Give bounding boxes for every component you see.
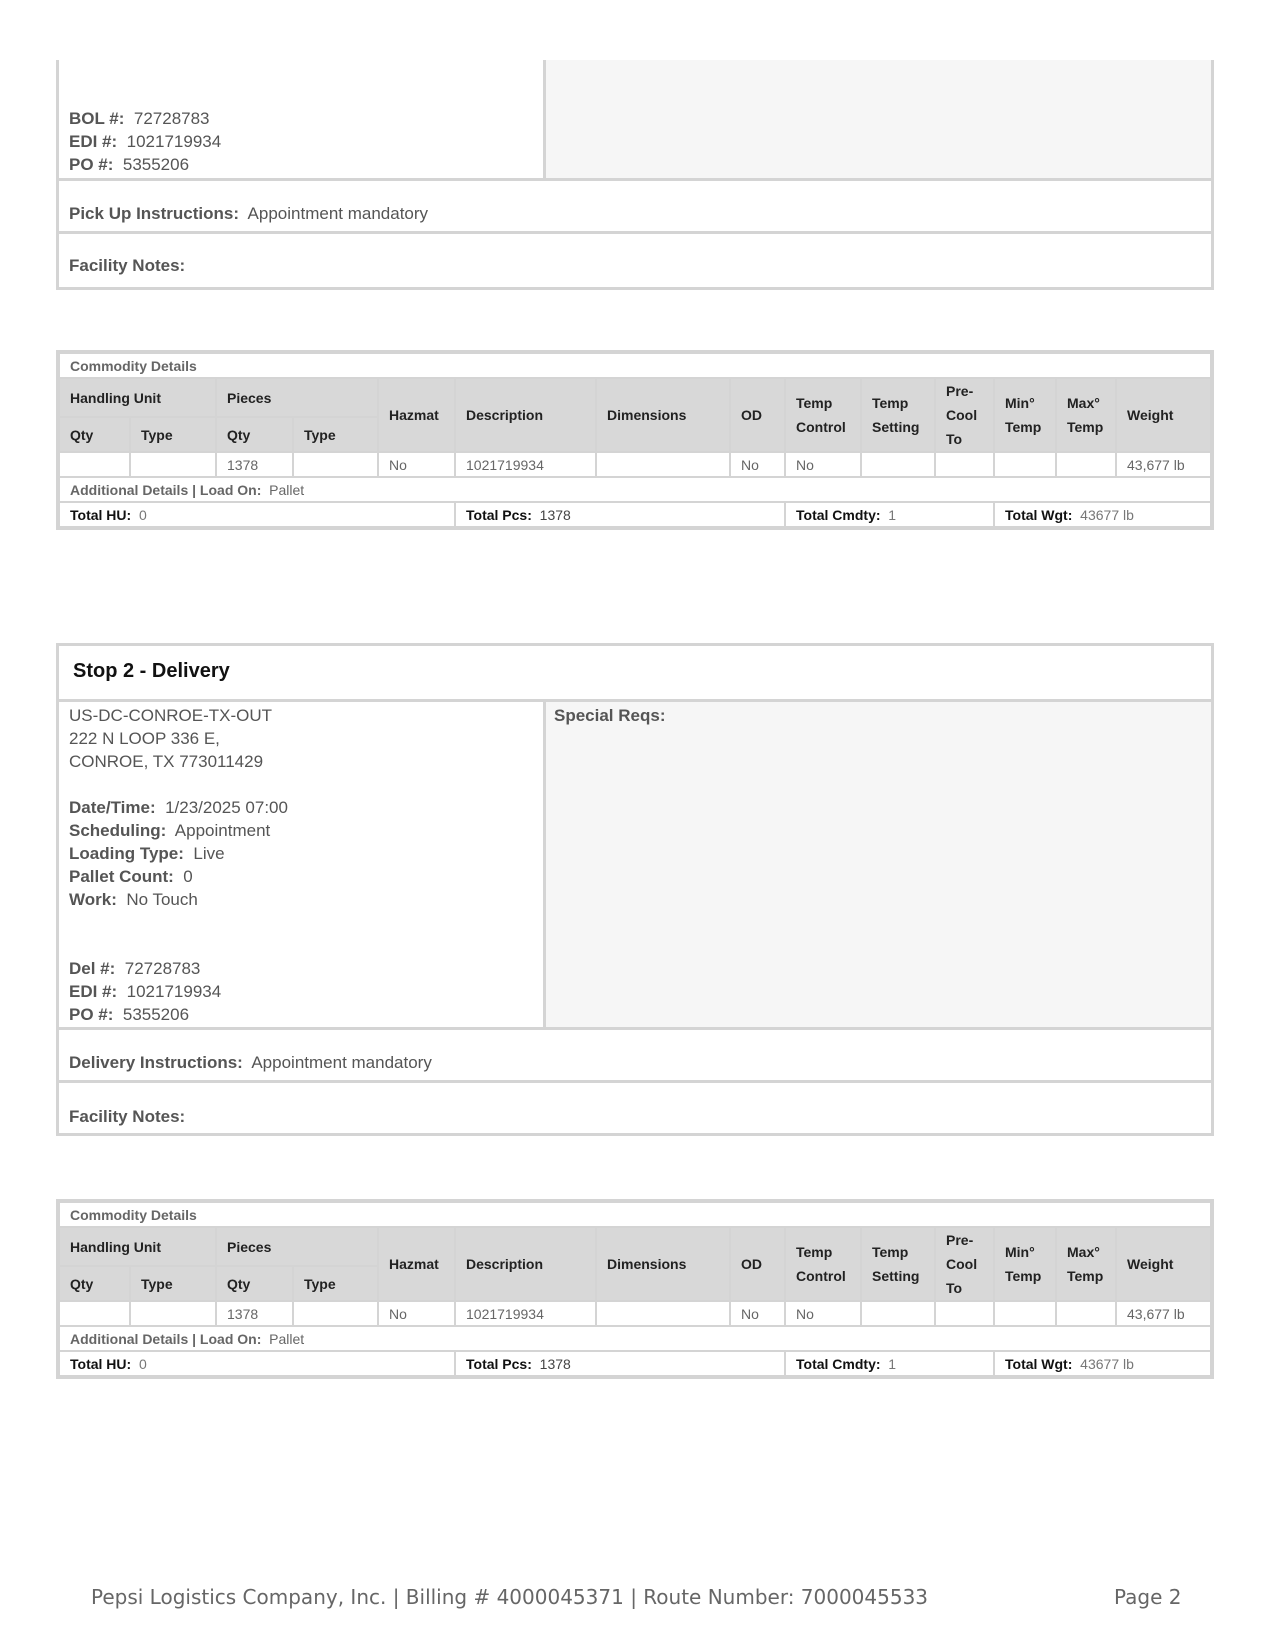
additional-details xyxy=(59,1326,1211,1351)
facility-notes-row xyxy=(59,231,1211,287)
od-header: OD xyxy=(730,378,785,452)
total-pcs-label: Total Pcs: xyxy=(466,1355,532,1372)
special-reqs-area xyxy=(546,702,1211,1027)
del-number-value: 72728783 xyxy=(124,959,201,978)
commodity-details-1 xyxy=(56,350,1214,530)
hu-qty-cell xyxy=(59,452,130,477)
dimensions-cell xyxy=(596,452,730,477)
stop1-special-reqs-area xyxy=(546,60,1211,178)
bol-label: BOL #: xyxy=(69,109,125,128)
address-line-3: CONROE, TX 773011429 xyxy=(69,752,264,771)
total-hu-label: Total HU: xyxy=(70,506,132,523)
additional-details-value: Pallet xyxy=(269,481,305,498)
total-wgt-label: Total Wgt: xyxy=(1005,1355,1073,1372)
additional-details-label: Additional Details | Load On: xyxy=(70,1330,262,1347)
hazmat-header: Hazmat xyxy=(378,378,455,452)
po-label-2: PO #: xyxy=(69,1005,114,1024)
temp-setting-cell xyxy=(861,1301,935,1326)
commodity-table-1 xyxy=(58,352,1212,528)
bol-value: 72728783 xyxy=(133,109,210,128)
description-header: Description xyxy=(455,1227,596,1301)
temp-control-header: Temp Control xyxy=(785,1227,861,1301)
edi-label: EDI #: xyxy=(69,132,118,151)
stop2-left-column xyxy=(59,702,546,1027)
delivery-instructions-label: Delivery Instructions: xyxy=(69,1053,243,1072)
hu-type-header: Type xyxy=(130,1266,216,1301)
address-line-2: 222 N LOOP 336 E, xyxy=(69,729,220,748)
edi-label-2: EDI #: xyxy=(69,982,118,1001)
pre-cool-header: Pre-Cool To xyxy=(935,378,994,452)
pickup-instructions-value: Appointment mandatory xyxy=(247,204,429,223)
dimensions-cell xyxy=(596,1301,730,1326)
po-line xyxy=(69,155,189,175)
total-hu-label: Total HU: xyxy=(70,1355,132,1372)
pallet-count-value: 0 xyxy=(183,867,193,886)
total-hu-value: 0 xyxy=(138,1355,147,1372)
total-wgt-value: 43677 lb xyxy=(1080,1355,1134,1372)
stop2-title: Stop 2 - Delivery xyxy=(73,660,230,682)
hu-qty-header: Qty xyxy=(59,1266,130,1301)
pre-cool-cell xyxy=(935,1301,994,1326)
facility-notes-row-2 xyxy=(59,1080,1211,1136)
total-hu-value: 0 xyxy=(138,506,147,523)
temp-control-cell: No xyxy=(785,452,861,477)
hazmat-cell: No xyxy=(378,1301,455,1326)
work-value: No Touch xyxy=(126,890,198,909)
stop1-left-column xyxy=(59,60,546,178)
totals-row xyxy=(59,1351,1211,1376)
pallet-count-label: Pallet Count: xyxy=(69,867,174,886)
handling-unit-header: Handling Unit xyxy=(59,1227,216,1266)
additional-details-value: Pallet xyxy=(269,1330,305,1347)
temp-setting-cell xyxy=(861,452,935,477)
hu-type-header: Type xyxy=(130,417,216,452)
pcs-type-header: Type xyxy=(293,1266,378,1301)
hu-qty-cell xyxy=(59,1301,130,1326)
total-cmdty-value: 1 xyxy=(888,506,897,523)
hazmat-cell: No xyxy=(378,452,455,477)
max-temp-header: Max° Temp xyxy=(1056,378,1116,452)
hu-qty-header: Qty xyxy=(59,417,130,452)
footer-text: Pepsi Logistics Company, Inc. | Billing # 4000045371 | Route Number: 7000045533 xyxy=(91,1585,929,1609)
additional-details xyxy=(59,477,1211,502)
additional-details-label: Additional Details | Load On: xyxy=(70,481,262,498)
page-number: Page 2 xyxy=(1114,1585,1182,1609)
total-cmdty-value: 1 xyxy=(888,1355,897,1372)
total-wgt-value: 43677 lb xyxy=(1080,506,1134,523)
datetime-value: 1/23/2025 07:00 xyxy=(165,798,288,817)
datetime-label: Date/Time: xyxy=(69,798,156,817)
total-wgt-label: Total Wgt: xyxy=(1005,506,1073,523)
od-header: OD xyxy=(730,1227,785,1301)
po-value-2: 5355206 xyxy=(122,1005,190,1024)
total-pcs-label: Total Pcs: xyxy=(466,506,532,523)
min-temp-cell xyxy=(994,1301,1056,1326)
table-row xyxy=(59,452,1211,477)
dimensions-header: Dimensions xyxy=(596,1227,730,1301)
delivery-instructions-row xyxy=(59,1027,1211,1083)
pcs-qty-cell: 1378 xyxy=(216,452,293,477)
description-cell: 1021719934 xyxy=(455,1301,596,1326)
total-pcs-value: 1378 xyxy=(539,1355,571,1372)
pieces-header: Pieces xyxy=(216,1227,378,1266)
facility-notes-label: Facility Notes: xyxy=(69,256,186,275)
pickup-instructions-row xyxy=(59,178,1211,234)
max-temp-cell xyxy=(1056,1301,1116,1326)
handling-unit-header: Handling Unit xyxy=(59,378,216,417)
work-label: Work: xyxy=(69,890,117,909)
hu-type-cell xyxy=(130,452,216,477)
commodity-title: Commodity Details xyxy=(59,353,1211,378)
weight-header: Weight xyxy=(1116,1227,1211,1301)
od-cell: No xyxy=(730,1301,785,1326)
del-number-label: Del #: xyxy=(69,959,116,978)
max-temp-cell xyxy=(1056,452,1116,477)
address-line-1: US-DC-CONROE-TX-OUT xyxy=(69,706,273,725)
hazmat-header: Hazmat xyxy=(378,1227,455,1301)
bol-line xyxy=(69,109,210,129)
loading-type-value: Live xyxy=(193,844,225,863)
commodity-details-2 xyxy=(56,1199,1214,1379)
min-temp-cell xyxy=(994,452,1056,477)
scheduling-label: Scheduling: xyxy=(69,821,167,840)
delivery-instructions-value: Appointment mandatory xyxy=(251,1053,432,1072)
temp-setting-header: Temp Setting xyxy=(861,378,935,452)
od-cell: No xyxy=(730,452,785,477)
stop2-title-row xyxy=(59,646,1211,702)
edi-value-2: 1021719934 xyxy=(126,982,222,1001)
totals-row xyxy=(59,502,1211,527)
special-reqs-label: Special Reqs: xyxy=(554,706,666,725)
po-value: 5355206 xyxy=(122,155,190,174)
loading-type-label: Loading Type: xyxy=(69,844,184,863)
weight-cell: 43,677 lb xyxy=(1116,1301,1211,1326)
stop2-panel xyxy=(56,643,1214,1136)
pcs-type-header: Type xyxy=(293,417,378,452)
temp-control-header: Temp Control xyxy=(785,378,861,452)
hu-type-cell xyxy=(130,1301,216,1326)
stop1-continued-panel xyxy=(56,60,1214,290)
pieces-header: Pieces xyxy=(216,378,378,417)
max-temp-header: Max° Temp xyxy=(1056,1227,1116,1301)
pre-cool-cell xyxy=(935,452,994,477)
weight-header: Weight xyxy=(1116,378,1211,452)
pcs-type-cell xyxy=(293,452,378,477)
total-pcs-value: 1378 xyxy=(539,506,571,523)
pcs-type-cell xyxy=(293,1301,378,1326)
dimensions-header: Dimensions xyxy=(596,378,730,452)
pcs-qty-cell: 1378 xyxy=(216,1301,293,1326)
commodity-title: Commodity Details xyxy=(59,1202,1211,1227)
commodity-table-2 xyxy=(58,1201,1212,1377)
min-temp-header: Min° Temp xyxy=(994,378,1056,452)
total-cmdty-label: Total Cmdty: xyxy=(796,1355,881,1372)
description-header: Description xyxy=(455,378,596,452)
pre-cool-header: Pre-Cool To xyxy=(935,1227,994,1301)
total-cmdty-label: Total Cmdty: xyxy=(796,506,881,523)
description-cell: 1021719934 xyxy=(455,452,596,477)
edi-value: 1021719934 xyxy=(126,132,222,151)
pcs-qty-header: Qty xyxy=(216,1266,293,1301)
min-temp-header: Min° Temp xyxy=(994,1227,1056,1301)
pickup-instructions-label: Pick Up Instructions: xyxy=(69,204,240,223)
weight-cell: 43,677 lb xyxy=(1116,452,1211,477)
temp-control-cell: No xyxy=(785,1301,861,1326)
facility-notes-label-2: Facility Notes: xyxy=(69,1107,186,1126)
pcs-qty-header: Qty xyxy=(216,417,293,452)
table-row xyxy=(59,1301,1211,1326)
edi-line xyxy=(69,132,221,152)
temp-setting-header: Temp Setting xyxy=(861,1227,935,1301)
po-label: PO #: xyxy=(69,155,114,174)
scheduling-value: Appointment xyxy=(174,821,271,840)
